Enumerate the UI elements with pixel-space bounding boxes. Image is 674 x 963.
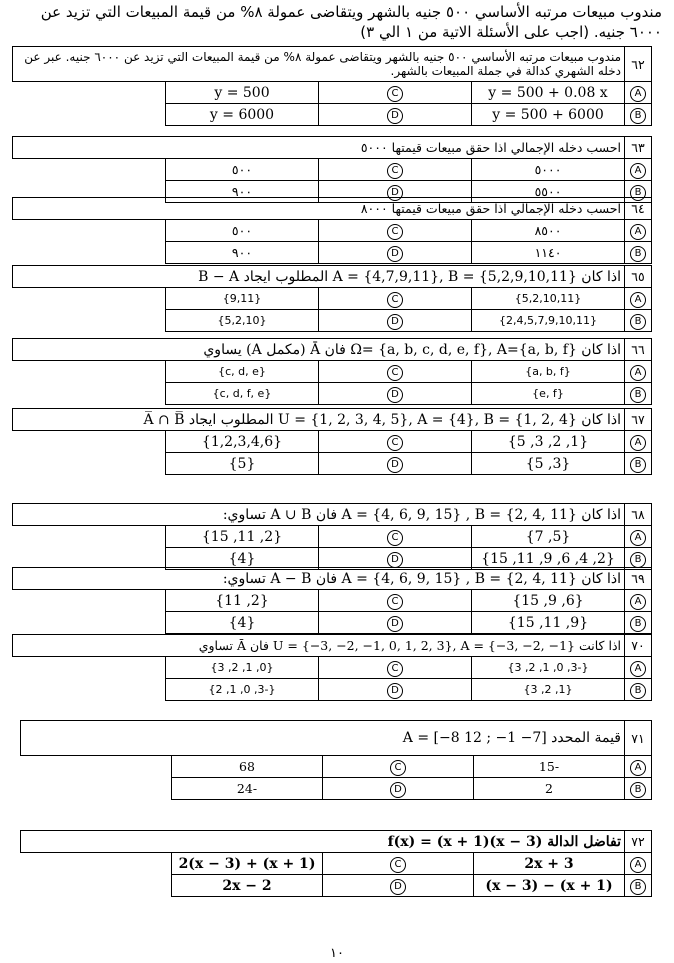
question-stem: اذا كان A = {4,7,9,11}, B = {5,2,9,10,11} المطلوب ايجاد B − A (13, 266, 625, 288)
option-a-marker[interactable]: A (625, 220, 652, 242)
question-stem: احسب دخله الإجمالي اذا حقق مبيعات قيمتها ٨٠٠٠ (13, 198, 625, 220)
option-b-marker[interactable]: B (625, 612, 652, 634)
option-b-marker[interactable]: B (625, 548, 652, 570)
question-number: ٦٣ (625, 137, 652, 159)
question-number: ٧٢ (625, 831, 652, 853)
option-c-marker[interactable]: C (319, 361, 472, 383)
option-b-marker[interactable]: B (625, 310, 652, 332)
question-66 (12, 338, 652, 405)
question-stem: اذا كان U = {1, 2, 3, 4, 5}, A = {4}, B = {1, 2, 4} المطلوب ايجاد A̅ ∩ B̅ (13, 409, 625, 431)
option-b[interactable]: 2 (474, 778, 625, 800)
option-d[interactable]: {c, d, f, e} (166, 383, 319, 405)
option-a-marker[interactable]: A (625, 657, 652, 679)
option-d-marker[interactable]: D (323, 778, 474, 800)
option-b-marker[interactable]: B (625, 181, 652, 203)
option-a[interactable]: y = 500 + 0.08 x (472, 82, 625, 104)
option-c-marker[interactable]: C (319, 220, 472, 242)
option-c[interactable]: (x + 1) + 2(x − 3) (172, 853, 323, 875)
question-71 (20, 720, 652, 800)
options-row (13, 104, 652, 126)
option-c[interactable]: {0, 1, 2, 3} (166, 657, 319, 679)
option-d[interactable]: y = 6000 (166, 104, 319, 126)
option-d[interactable]: -24 (172, 778, 323, 800)
question-stem: اذا كان A = {4, 6, 9, 15} , B = {2, 4, 11} فان A − B تساوي: (13, 568, 625, 590)
option-d[interactable]: {5} (166, 453, 319, 475)
option-c-marker[interactable]: C (319, 431, 472, 453)
option-c-marker[interactable]: C (319, 82, 472, 104)
question-stem: اذا كان Ω= {a, b, c, d, e, f}, A={a, b, f} فان Ā (مكمل A) يساوي (13, 339, 625, 361)
option-d[interactable]: ٩٠٠ (166, 242, 319, 264)
option-c[interactable]: {c, d, e} (166, 361, 319, 383)
option-d[interactable]: ٩٠٠ (166, 181, 319, 203)
option-a[interactable]: {-3, 0, 1, 2, 3} (472, 657, 625, 679)
option-d-marker[interactable]: D (319, 242, 472, 264)
option-b[interactable]: {1, 2, 3} (472, 679, 625, 701)
page-number: ١٠ (330, 946, 344, 961)
question-65 (12, 265, 652, 332)
question-number: ٦٧ (625, 409, 652, 431)
option-a[interactable]: {a, b, f} (472, 361, 625, 383)
option-a[interactable]: ٨٥٠٠ (472, 220, 625, 242)
option-a[interactable]: {5, 7} (472, 526, 625, 548)
option-a[interactable]: ٥٠٠٠ (472, 159, 625, 181)
question-70 (12, 634, 652, 701)
option-b[interactable]: ١١٤٠ (472, 242, 625, 264)
option-b[interactable]: {2,4,5,7,9,10,11} (472, 310, 625, 332)
option-d-marker[interactable]: D (319, 548, 472, 570)
option-a-marker[interactable]: A (625, 590, 652, 612)
question-stem: قيمة المحدد A = [−8 12 ; −1 −7] (21, 721, 625, 756)
option-a-marker[interactable]: A (625, 756, 652, 778)
option-d-marker[interactable]: D (319, 679, 472, 701)
option-c-marker[interactable]: C (319, 657, 472, 679)
option-c[interactable]: {9,11} (166, 288, 319, 310)
option-c[interactable]: {1,2,3,4,6} (166, 431, 319, 453)
option-c[interactable]: {2, 11} (166, 590, 319, 612)
option-d-marker[interactable]: D (319, 383, 472, 405)
option-c-marker[interactable]: C (323, 853, 474, 875)
option-d-marker[interactable]: D (319, 104, 472, 126)
option-d[interactable]: {4} (166, 548, 319, 570)
option-b-marker[interactable]: B (625, 453, 652, 475)
options-row (13, 82, 652, 104)
option-a-marker[interactable]: A (625, 526, 652, 548)
question-number: ٦٢ (625, 47, 652, 82)
option-a-marker[interactable]: A (625, 159, 652, 181)
option-b-marker[interactable]: B (625, 778, 652, 800)
option-d-marker[interactable]: D (319, 310, 472, 332)
question-stem-row (13, 47, 652, 82)
option-a[interactable]: {1, 2, 3, 5} (472, 431, 625, 453)
question-72 (20, 830, 652, 897)
question-stem: احسب دخله الإجمالي اذا حقق مبيعات قيمتها ٥٠٠٠ (13, 137, 625, 159)
option-a[interactable]: 2x + 3 (474, 853, 625, 875)
question-number: ٦٦ (625, 339, 652, 361)
option-b[interactable]: {9, 11, 15} (472, 612, 625, 634)
option-c-marker[interactable]: C (319, 590, 472, 612)
option-d-marker[interactable]: D (319, 612, 472, 634)
option-d-marker[interactable]: D (319, 453, 472, 475)
option-c-marker[interactable]: C (323, 756, 474, 778)
option-d-marker[interactable]: D (323, 875, 474, 897)
option-b[interactable]: {2, 4, 6, 9, 11, 15} (472, 548, 625, 570)
option-a[interactable]: -15 (474, 756, 625, 778)
option-c-marker[interactable]: C (319, 526, 472, 548)
option-d-marker[interactable]: D (319, 181, 472, 203)
option-b[interactable]: y = 500 + 6000 (472, 104, 625, 126)
option-a-marker[interactable]: A (625, 853, 652, 875)
question-stem: تفاضل الدالة f(x) = (x + 1)(x − 3) (21, 831, 625, 853)
option-b[interactable]: (x + 1) − (x − 3) (474, 875, 625, 897)
question-stem: اذا كانت U = {−3, −2, −1, 0, 1, 2, 3}, A = {−3, −2, −1} فان Ā تساوي (13, 635, 625, 657)
question-64 (12, 197, 652, 264)
question-number: ٦٩ (625, 568, 652, 590)
option-c[interactable]: ٥٠٠ (166, 159, 319, 181)
option-b-marker[interactable]: B (625, 679, 652, 701)
option-b[interactable]: {3, 5} (472, 453, 625, 475)
question-62 (12, 46, 652, 126)
option-d[interactable]: {-3, 0, 1, 2} (166, 679, 319, 701)
intro-line-2: ٦٠٠٠ جنيه. (اجب على الأسئلة الاتية من ١ الي ٣) (360, 23, 662, 41)
question-number: ٦٤ (625, 198, 652, 220)
option-d[interactable]: {5,2,10} (166, 310, 319, 332)
question-63 (12, 136, 652, 203)
question-number: ٧١ (625, 721, 652, 756)
option-d[interactable]: 2x − 2 (172, 875, 323, 897)
option-b[interactable]: ٥٥٠٠ (472, 181, 625, 203)
question-number: ٦٨ (625, 504, 652, 526)
option-c[interactable]: {2, 11, 15} (166, 526, 319, 548)
intro-text (8, 2, 662, 42)
option-a-marker[interactable]: A (625, 82, 652, 104)
intro-line-1: مندوب مبيعات مرتبه الأساسي ٥٠٠ جنيه بالشهر ويتقاضى عمولة ٨% من قيمة المبيعات التي تزيد عن (40, 3, 662, 21)
option-b-marker[interactable]: B (625, 875, 652, 897)
question-stem: مندوب مبيعات مرتبه الأساسي ٥٠٠ جنيه بالشهر ويتقاضى عمولة ٨% من قيمة المبيعات التي تزيد عن ٦٠٠٠ جنيه. عبر عن دخله الشهري كدالة في جملة المبيعات بالشهر. (13, 47, 625, 82)
option-c[interactable]: ٥٠٠ (166, 220, 319, 242)
option-a-marker[interactable]: A (625, 431, 652, 453)
option-a[interactable]: {5,2,10,11} (472, 288, 625, 310)
question-67 (12, 408, 652, 475)
option-c-marker[interactable]: C (319, 288, 472, 310)
option-c[interactable]: 68 (172, 756, 323, 778)
option-c[interactable]: y = 500 (166, 82, 319, 104)
option-b-marker[interactable]: B (625, 104, 652, 126)
option-b[interactable]: {e, f} (472, 383, 625, 405)
question-number: ٧٠ (625, 635, 652, 657)
option-c-marker[interactable]: C (319, 159, 472, 181)
option-d[interactable]: {4} (166, 612, 319, 634)
option-a[interactable]: {6, 9, 15} (472, 590, 625, 612)
option-b-marker[interactable]: B (625, 383, 652, 405)
question-68 (12, 503, 652, 570)
question-number: ٦٥ (625, 266, 652, 288)
option-a-marker[interactable]: A (625, 361, 652, 383)
option-a-marker[interactable]: A (625, 288, 652, 310)
option-b-marker[interactable]: B (625, 242, 652, 264)
question-stem: اذا كان A = {4, 6, 9, 15} , B = {2, 4, 11} فان A ∪ B تساوي: (13, 504, 625, 526)
question-69 (12, 567, 652, 634)
